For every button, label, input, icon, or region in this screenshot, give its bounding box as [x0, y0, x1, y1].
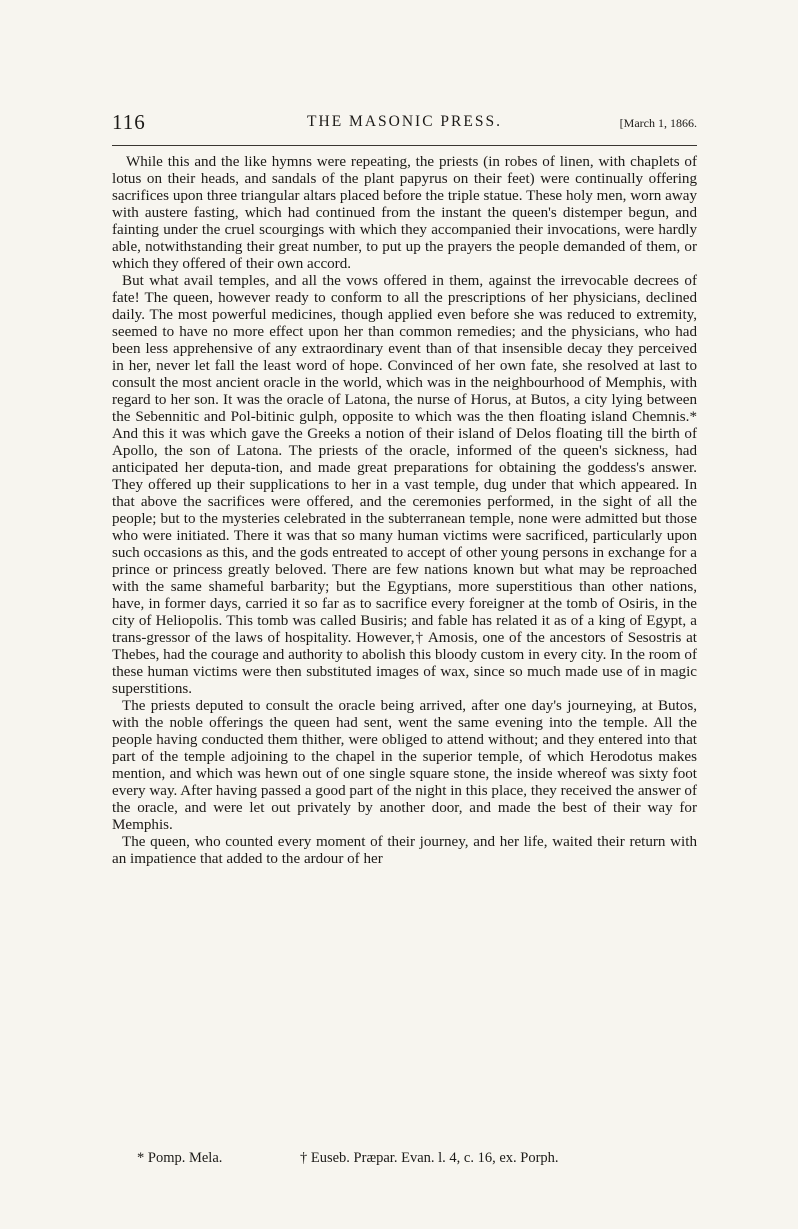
article-body — [112, 154, 697, 868]
paragraph: But what avail temples, and all the vows offered in them, against the irrevocable decrees of fate! The queen, however ready to conform to all the prescriptions of her physicians, declined daily. The most powerful medicines, though applied even before she was reduced to extremity, seemed to have no more effect upon her than common remedies; and the physicians, who had been less apprehensive of any extraordinary event than of that insensible decay they perceived in her, never let fall the least word of hope. Convinced of her own fate, she resolved at last to consult the most ancient oracle in the world, which was in the neighbourhood of Memphis, with regard to her son. It was the oracle of Latona, the nurse of Horus, at Butos, a city lying between the Sebennitic and Pol-bitinic gulph, opposite to which was the then floating island Chemnis.* And this it was which gave the Greeks a notion of their island of Delos floating till the birth of Apollo, the son of Latona. The priests of the oracle, informed of the queen's sickness, had anticipated her deputa-tion, and made great preparations for obtaining the goddess's answer. They offered up their supplications to her in a vast temple, dug under that which appeared. In that above the sacrifices were offered, and the ceremonies performed, in the sight of all the people; but to the mysteries celebrated in the subterranean temple, none were admitted but those who were initiated. There it was that so many human victims were sacrificed, particularly upon such occasions as this, and the gods entreated to accept of other young persons in exchange for a prince or princess greatly beloved. There are few nations known but what may be reproached with the same shameful barbarity; but the Egyptians, more superstitious than other nations, have, in former days, carried it so far as to sacrifice every foreigner at the tomb of Osiris, in the city of Heliopolis. This tomb was called Busiris; and fable has related it as of a king of Egypt, a trans-gressor of the laws of hospitality. However,† Amosis, one of the ancestors of Sesostris at Thebes, had the courage and authority to abolish this bloody custom in every city. In the room of these human victims were then substituted images of wax, since so much made use of in magic superstitions. — [112, 273, 697, 697]
paragraph: The priests deputed to consult the oracle being arrived, after one day's journeying, at Butos, with the noble offerings the queen had sent, went the same evening into the temple. All the people having conducted them thither, were obliged to attend without; and they entered into that part of the temple adjoining to the chapel in the superior temple, of which Herodotus makes mention, and which was hewn out of one single square stone, the inside whereof was sixty foot every way. After having passed a good part of the night in this place, they received the answer of the oracle, and were let out privately by another door, and made the best of their way for Memphis. — [112, 698, 697, 833]
header-rule — [112, 145, 697, 146]
issue-date: [March 1, 1866. — [619, 116, 697, 130]
footnotes — [112, 1150, 697, 1170]
running-title: THE MASONIC PRESS. — [307, 113, 502, 130]
footnote-1: * Pomp. Mela. — [137, 1150, 223, 1166]
footnote-2: † Euseb. Præpar. Evan. l. 4, c. 16, ex. Porph. — [300, 1150, 559, 1166]
page-number: 116 — [112, 110, 146, 134]
paragraph: The queen, who counted every moment of their journey, and her life, waited their return with an impatience that added to the ardour of her — [112, 834, 697, 867]
paragraph: While this and the like hymns were repeating, the priests (in robes of linen, with chaplets of lotus on their heads, and sandals of the plant papyrus on their feet) were continually offering sacrifices upon three triangular altars placed before the triple statue. These holy men, worn away with austere fasting, which had continued from the instant the queen's distemper begun, and fainting under the cruel scourgings with which they accompanied their invocations, were hardly able, notwithstanding their great number, to put up the prayers the people demanded of them, or which they offered of their own accord. — [112, 154, 697, 272]
page-header — [112, 110, 697, 138]
